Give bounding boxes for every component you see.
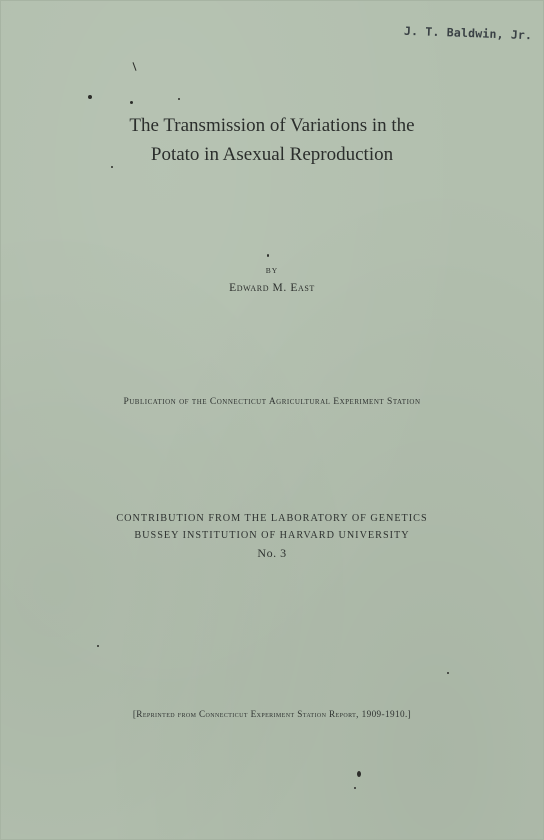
contribution-block (0, 510, 544, 562)
contribution-line-2: BUSSEY INSTITUTION OF HARVARD UNIVERSITY (134, 530, 410, 541)
paper-speck (88, 95, 92, 99)
contribution-number: No. 3 (257, 546, 287, 560)
byline-by: BY (265, 266, 279, 275)
paper-speck (357, 771, 361, 777)
owner-stamp: J. T. Baldwin, Jr. (403, 23, 533, 43)
document-title (60, 111, 484, 169)
title-line-2: Potato in Asexual Reproduction (150, 144, 394, 165)
paper-speck (130, 101, 133, 104)
publication-line: Publication of the Connecticut Agricultural Experiment Station (123, 397, 421, 407)
paper-speck (111, 166, 113, 168)
paper-speck (178, 98, 180, 100)
contribution-line-1: CONTRIBUTION FROM THE LABORATORY OF GENETICS (116, 513, 428, 524)
paper-speck (354, 787, 356, 789)
paper-speck (132, 62, 136, 71)
reprint-note: [Reprinted from Connecticut Experiment Station Report, 1909-1910.] (132, 709, 412, 719)
author-name: Edward M. East (229, 282, 315, 294)
title-line-1: The Transmission of Variations in the (129, 115, 415, 136)
paper-speck (447, 672, 449, 674)
paper-speck (267, 254, 269, 257)
paper-speck (97, 645, 99, 647)
